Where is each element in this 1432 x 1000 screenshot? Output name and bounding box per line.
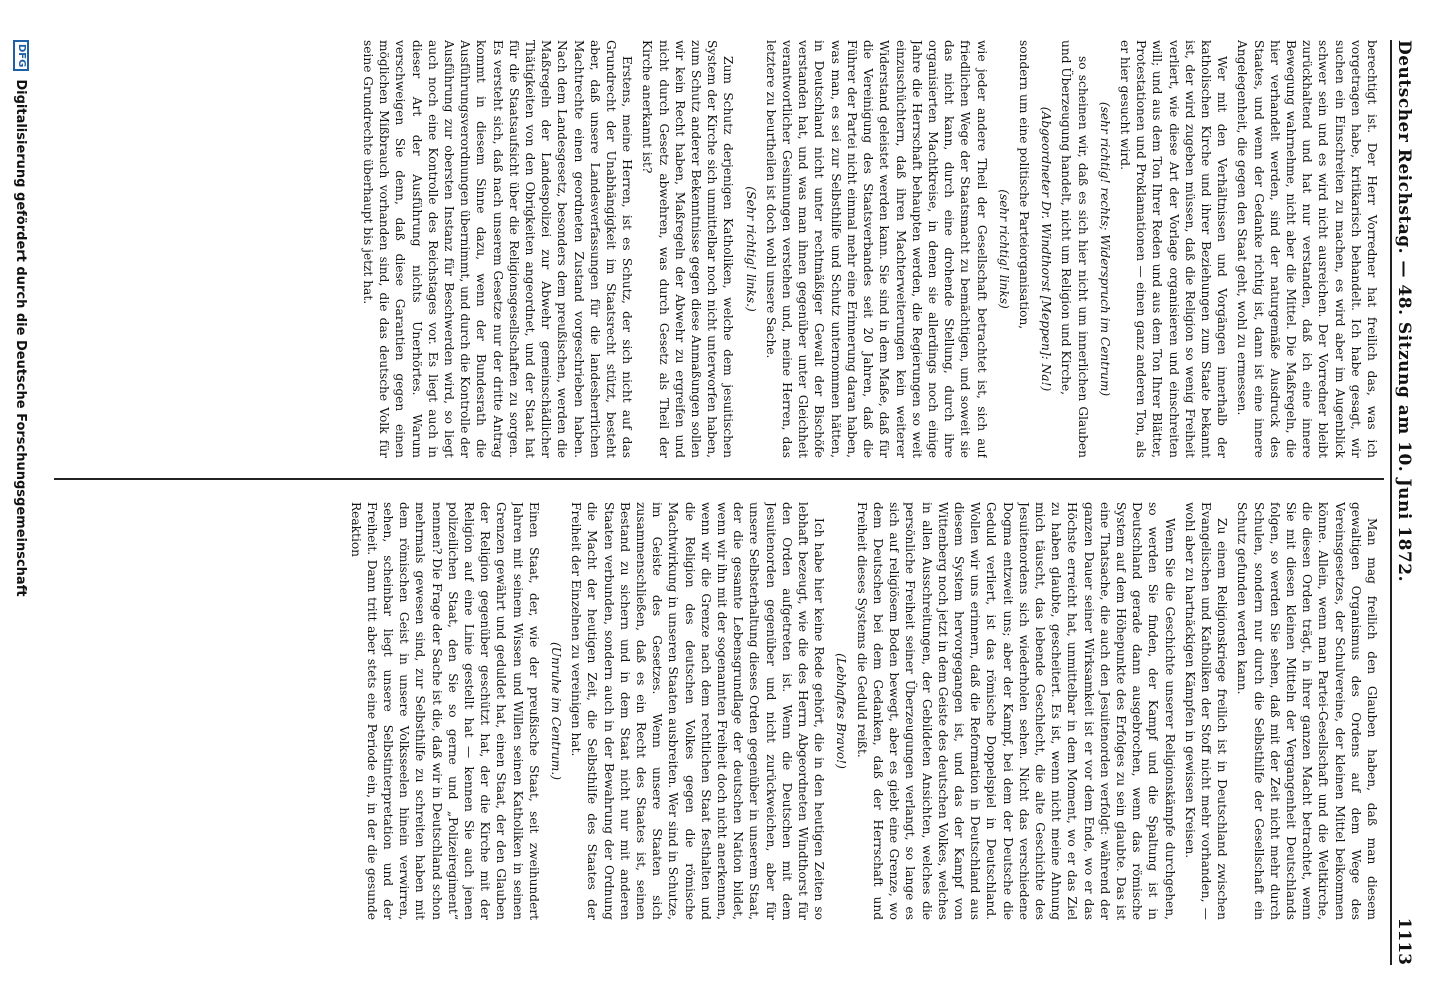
header-rule [1390,40,1392,965]
interjection: (Abgeordneter Dr. Windthorst [Meppen]: Na!) [1039,106,1054,392]
header-title: Deutscher Reichstag. — 48. Sitzung am 10. Juni 1872. [1394,40,1414,582]
interjection: (Sehr richtig! links.) [743,186,758,312]
paragraph: Zum Schutz derjenigen Katholiken, welche dem jesuitischen System der Kirche sich unmittelbar noch nicht unterworfen haben, zum Schutz anderer Bekenntnisse gegen diese Anmaßungen sollen wir kein Recht haben, Maßregeln der Abwehr zu ergreifen und nicht durch Gesetz abwehren, was durch Gesetz als Theil der Kirche anerkannt ist? [640,40,736,458]
paragraph: Wenn Sie die Geschichte unserer Religionskämpfe durchgehen, so werden Sie finden, der Kampf und die Spaltung ist in Deutschland gerade dann ausgebrochen, wenn das römische System auf dem Höhepunkte des Erfolges zu sein glaubte. Das ist eine Thatsache, die auch den Jesuitenorden verfolgt: während der ganzen Dauer seiner Wirksamkeit ist er vor dem Ende, wo er das Höchste erreicht hat, unmittelbar in dem Moment, wo er das Ziel zu haben glaubte, gescheitert. Es ist, wenn nicht meine Ahnung mich täuscht, das lebende Geschlecht, die alte Geschichte des Jesuitenordens sich wiederholen sehen. Nicht das verschiedene Dogma entzweit uns; aber der Kampf, bei dem der Deutsche die Geduld verliert, ist das römische Doppelspiel in Deutschland. Wollen wir uns erinnern, daß die Reformation in Deutschland aus diesem System hervorgegangen ist, und das der Kampf von Wittenberg noch jetzt in dem Geiste des deutschen Volkes, welches in allen Ausschreitungen, der Gebildeten Ansichten, welches die persönliche Freiheit seiner Überzeugungen verlangt, so lange es sich auf religiösem Boden bewegt, aber es giebt eine Grenze, wo dem Deutschen bei dem Gedanken, daß der Herrschaft und Freiheit dieses Systems die Geduld reißt. [854,502,1177,920]
credit-text: Digitalisierung gefördert durch die Deutsche Forschungsgemeinschaft [13,79,29,597]
paragraph: Einen Staat, der, wie der preußische Staat, seit zweihundert Jahren mit seinem Wissen und Willen seinen Katholiken in seinen Grenzen gewährt und geduldet hat, einen Staat, der den Glauben der Religion gegenüber geschützt hat, der die Kirche mit der Religion auf eine Linie gestellt hat — kennen Sie auch jenen polizeilichen Staat, den Sie so gerne und „Polizeiregiment“ nennen? Die Frage der Sache ist die, daß wir in Deutschland schon mehrmals gewesen sind, zur Selbsthilfe zu schreiten haben mit dem römischen Geist in unsere Volksseelen hinein verwirren, sehen, scheinbar liegt unsere Selbstinterpretation und der Freiheit. Dann tritt aber stets eine Periode ein, in der die gesunde Reaktion [348,502,541,920]
paragraph: wie jeder andere Theil der Gesellschaft betrachtet ist, sich auf friedlichen Wege der Staatsmacht zu bemächtigen, und soweit sie das nicht kann, durch eine drohende Stellung, durch ihre organisierten Machtkreise, in denen sie allerdings noch einige Jahre die Herrschaft behaupten werden, die Regierungen so weit einzuschüchtern, daß ihren Machterweiterungen kein weiterer Widerstand geleistet werden kann. Sie sind in dem Maße, daß für die Vereinigung des Staatsverbandes seit 20 Jahren, daß die Führer der Partei nicht einmal mehr eine Erinnerung daran haben, was man, es sei zur Selbsthilfe und Schutz unternommen hätten, in Deutschland nicht unter rechtmäßiger Gewalt der Bischöfe verstanden hat, und was man ihnen gegenüber unter Gleichheit verantwortlicher Gesinnungen verstehen und, meine Herren, das letztere zu beurtheilen ist doch wohl unsere Sache. [763,40,989,458]
paragraph: berechtigt ist. Der Herr Vorredner hat freilich das, was ich vorgetragen habe, kritikarisch behandelt. Ich habe gesagt, wir suchen ein Einschreiten zu machen, es wird aber im Augenblick schwer sein und es wird nicht ausreichen. Der Vorredner bleibt zurückhaltend und hat nur verstanden, daß ich eine innere Bewegung wahrnehme, nicht aber die Mittel. Die Maßregeln, die hier verhandelt werden, sind der naturgemäße Ausdruck des Staates, und wenn der Gedanke richtig ist, dann ist eine innere Angelegenheit, die gegen den Staat geht, wohl zu ermessen. [1235,40,1379,458]
digitization-credit [10,40,32,960]
paragraph: Man mag freilich den Glauben haben, daß man diesem gewaltigen Organismus des Ordens auf dem Wege des Vereinsgesetzes, der Schulvereine, der kleinen Mittel beikommen könne. Allein, wenn man Partei-Gesellschaft und die Weltkirche, die diesen Orden trägt, in ihrer ganzen Macht betrachtet, wenn Sie mit diesen kleinen Mitteln der Vergangenheit Deutschlands folgen, so werden Sie sehen, daß mit der Zeit nicht mehr durch Schulen, sondern nur durch die Selbsthilfe der Gesellschaft ein Schutz gefunden werden kann. [1235,502,1379,920]
column-divider [54,478,1384,480]
paragraph: Erstens, meine Herren, ist es Schutz, der sich nicht auf das Grundrecht der Unabhängigkeit im Staatsrecht stützt, besteht aber, daß unsere Landesverfassungen für die landesherrlichen Machtrechte einen geordneten Zustand vorgeschrieben haben. Nach dem Landesgesetz, besonders dem preußischen, werden die Maßregeln der Landespolizei zur Abwehr gemeinschädlicher Thätigkeiten von den Obrigkeiten angeordnet, und der Staat hat für die Staatsaufsicht über die Religionsgesellschaften zu sorgen. Es versteht sich, daß nach unserem Gesetze nur der dritte Antrag kommt in diesem Sinne dazu, wenn der Bundesrath die Ausführungsverordnungen übernimmt, und durch die Kontrolle der Ausführung zur obersten Instanz für Beschwerden wird, so liegt auch noch eine Kontrolle des Reichstages vor. Es liegt auch in dieser Art der Ausführung nichts Unerhörtes. Warum verschweigen Sie denn, daß diese Garantien gegen einen möglichen Mißbrauch vorhanden sind, die das deutsche Volk für seine Grundrechte überhaupt bis jetzt hat. [361,40,635,458]
page-number: 1113 [1394,917,1414,965]
paragraph: so scheinen wir, daß es sich hier nicht um innerlichen Glauben und Überzeugung handelt, nicht um Religion und Kirche, [1059,40,1090,458]
right-column [60,502,1380,920]
left-column [60,40,1380,458]
dfg-logo: DFG [13,40,29,71]
paragraph: Ich habe hier keine Rede gehört, die in den heutigen Zeiten so lebhaft bezeugt, wie die des Herrn Abgeordneten Windthorst für den Orden aufgetreten ist. Wenn die Deutschen mit dem Jesuitenorden gegenüber und nicht zurückweichen, aber für unsere Selbsterhaltung dieses Orden gegenüber in unserem Staat, der die gesamte Lebensgrundlage der deutschen Nation bildet, wenn wir ihn mit der sogenannten Freiheit doch nicht anerkennen, wenn wir die Grenze nach dem rechtlichen Staat festhalten und die Religion des deutschen Volkes gegen die römische Machtwirkung in unseren Staaten ausbreiten. Wer sind in Schutze, im Geiste des Gesetzes. Wenn unsere Staaten sich zusammenschließen, daß es ein Recht des Staates ist, seinen Bestand zu sichern und in dem Staat nicht nur mit anderen Staaten verbunden, sondern auch in der Bewahrung der Ordnung die Macht der heutigen Zeit, die Selbsthilfe des Staates der Freiheit der Einzelnen zu vereinigen hat. [569,502,827,920]
page-header [1394,40,1424,965]
interjection: (sehr richtig! rechts; Widerspruch im Centrum) [1097,101,1112,397]
paragraph: Zu einem Religionskriege freilich ist in Deutschland zwischen Evangelischen und Katholiken der Stoff nicht mehr vorhanden, — wohl aber zu hartnäckigen Kämpfen in gewissen Kreisen. [1182,502,1230,920]
interjection: (sehr richtig! links) [996,189,1011,309]
interjection: (Lebhaftes Bravo!) [834,653,849,769]
interjection: (Unruhe im Centrum.) [549,642,564,780]
paragraph: sondern um eine politische Parteiorganisation, [1016,40,1031,330]
paragraph: Wer mit den Verhältnissen und Vorgängen innerhalb der katholischen Kirche und ihrer Beziehungen zum Staate bekannt ist, der wird zugeben müssen, daß die Religion so wenig Freiheit verliert, wie diese Art der Vorlage organisieren und einschreiten will; und aus dem Ton Ihrer Reden und aus dem Ton Ihrer Blätter, Protestationen und Proklamationen — einen ganz anderen Ton, als er hier gesucht wird. [1117,40,1230,458]
